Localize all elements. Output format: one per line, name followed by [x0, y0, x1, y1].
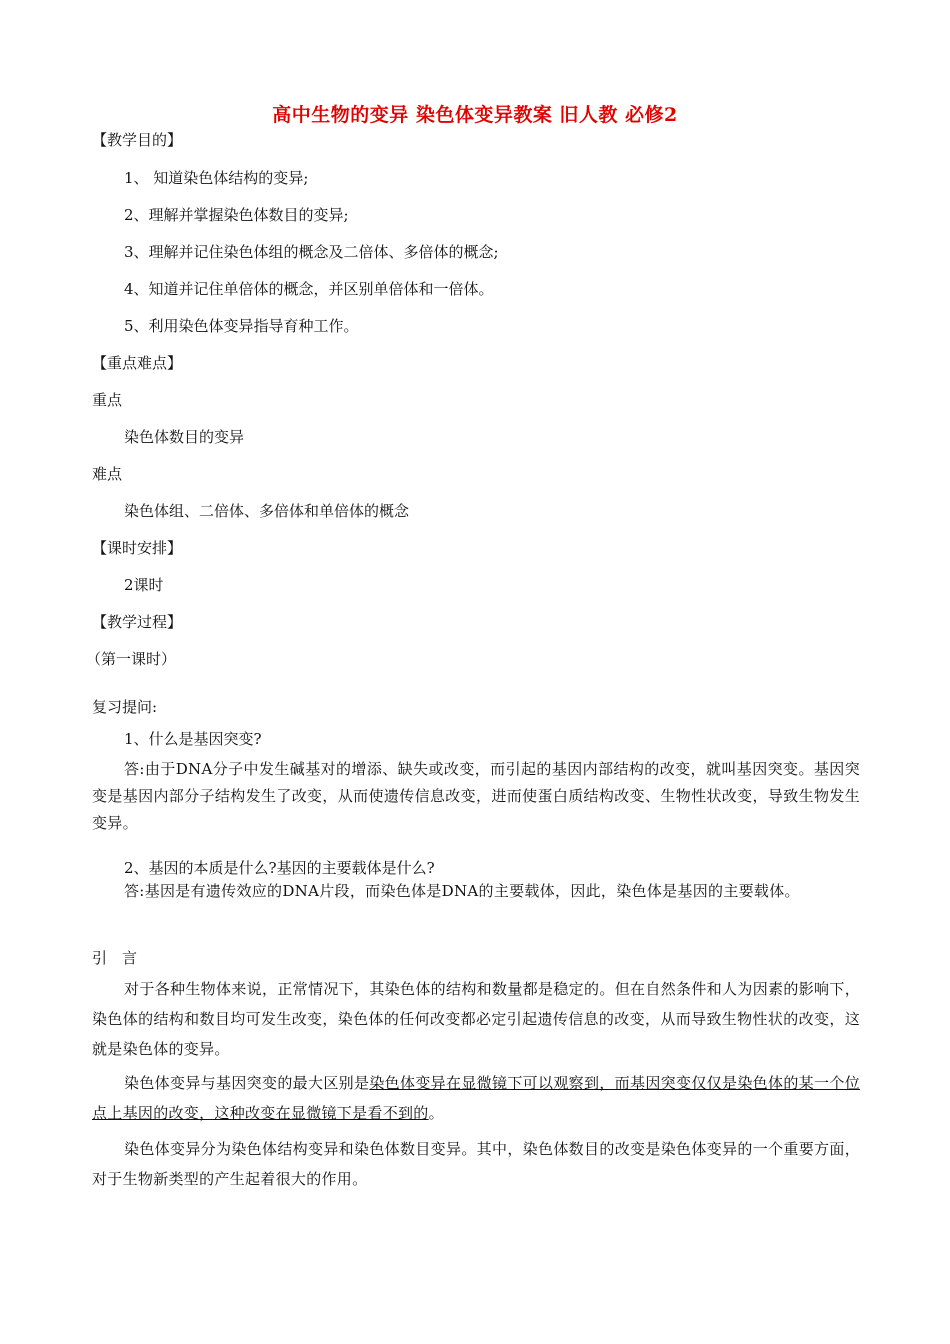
key-points-heading: 【重点难点】: [92, 354, 183, 372]
intro-paragraph-1: 对于各种生物体来说，正常情况下，其染色体的结构和数量都是稳定的。但在自然条件和人为因素的影响下，染色体的结构和数目均可发生改变，染色体的任何改变都必定引起遗传信息的改变，从而导致生物性状的改变，这就是染色体的变异。: [92, 980, 860, 1058]
objective-item: 2、理解并掌握染色体数目的变异;: [124, 206, 349, 224]
intro-paragraph-2-end: 。: [428, 1104, 444, 1122]
schedule-text: 2课时: [124, 576, 164, 594]
intro-paragraph-2-lead: 染色体变异与基因突变的最大区别是: [124, 1074, 370, 1092]
process-heading: 【教学过程】: [92, 613, 183, 631]
answer-2: 答:基因是有遗传效应的DNA片段，而染色体是DNA的主要载体，因此，染色体是基因的主要载体。: [124, 882, 800, 900]
key-label: 重点: [92, 391, 123, 409]
difficult-label: 难点: [92, 465, 123, 483]
intro-paragraph-3: 染色体变异分为染色体结构变异和染色体数目变异。其中，染色体数目的改变是染色体变异的一个重要方面，对于生物新类型的产生起着很大的作用。: [92, 1140, 860, 1188]
key-text: 染色体数目的变异: [124, 428, 245, 446]
difficult-text: 染色体组、二倍体、多倍体和单倍体的概念: [124, 502, 410, 520]
lesson-label: （第一课时）: [86, 650, 177, 668]
question-1: 1、什么是基因突变?: [124, 730, 262, 748]
objective-item: 3、理解并记住染色体组的概念及二倍体、多倍体的概念;: [124, 243, 499, 261]
intro-paragraph-2: [92, 1068, 860, 1128]
objectives-heading: 【教学目的】: [92, 131, 183, 149]
schedule-heading: 【课时安排】: [92, 539, 183, 557]
objective-item: 4、知道并记住单倍体的概念，并区别单倍体和一倍体。: [124, 280, 494, 298]
objective-item: 5、利用染色体变异指导育种工作。: [124, 317, 359, 335]
intro-label: 引 言: [92, 949, 138, 967]
objective-item: 1、 知道染色体结构的变异;: [124, 169, 309, 187]
intro-paragraph-2-underlined: 染色体变异在显微镜下可以观察到，而基因突变仅仅是染色体的某一个位点上基因的改变，这种改变在显微镜下是看不到的: [92, 1074, 860, 1122]
question-2: 2、基因的本质是什么?基因的主要载体是什么?: [124, 859, 435, 877]
review-label: 复习提问:: [92, 698, 158, 716]
document-title: 高中生物的变异 染色体变异教案 旧人教 必修2: [272, 104, 678, 126]
answer-1: 答:由于DNA分子中发生碱基对的增添、缺失或改变，而引起的基因内部结构的改变，就叫基因突变。基因突变是基因内部分子结构发生了改变，从而使遗传信息改变，进而使蛋白质结构改变、生物性状改变，导致生物发生变异。: [92, 760, 860, 832]
